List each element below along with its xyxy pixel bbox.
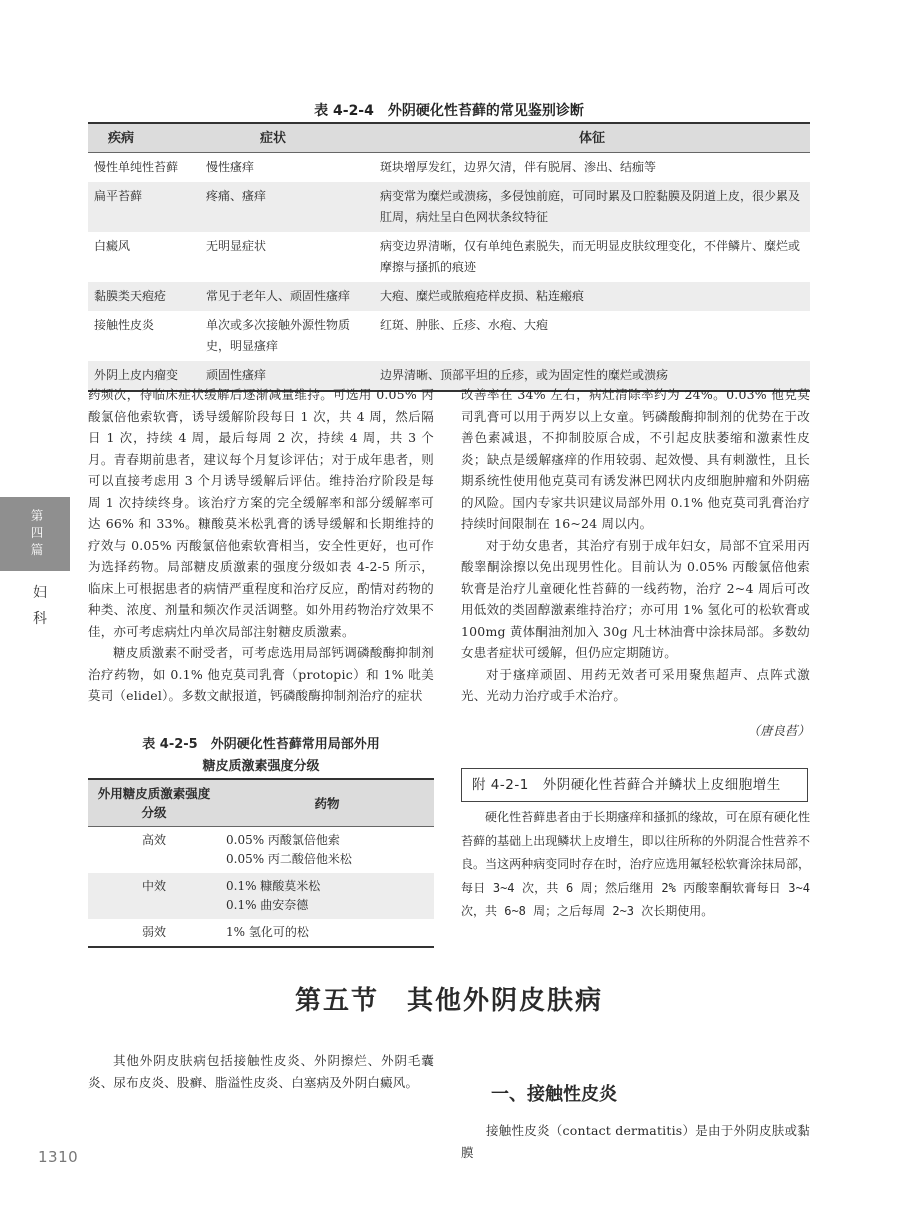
subsection-heading: 一、接触性皮炎 [491,1084,617,1105]
cell-disease: 接触性皮炎 [94,318,155,332]
paragraph: 糖皮质激素不耐受者，可考虑选用局部钙调磷酸酶抑制剂治疗药物，如 0.1% 他克莫司乳膏（protopic）和 1% 吡美莫司（elidel）。多数文献报道，钙磷酸酶抑制剂治疗的症状 [88,645,434,703]
drug-item: 0.1% 糠酸莫米松 [226,879,321,893]
cell-symptom: 单次或多次接触外源性物质史，明显瘙痒 [206,318,351,353]
table-row [88,919,434,947]
steroid-strength-table [88,778,434,948]
cell-disease: 扁平苔藓 [94,189,143,203]
cell-sign: 红斑、肿胀、丘疹、水疱、大疱 [380,318,549,332]
cell-disease: 慢性单纯性苔藓 [94,160,179,174]
cell-disease: 黏膜类天疱疮 [94,289,167,303]
table-row [88,873,434,919]
cell-level: 弱效 [88,919,220,947]
page-number: 1310 [38,1148,79,1166]
table-row [88,232,810,282]
subsection-text [461,1120,810,1163]
cell-symptom: 常见于老年人、顽固性瘙痒 [206,289,351,303]
header-drug: 药物 [220,779,434,827]
paragraph: 硬化性苔藓患者由于长期瘙痒和搔抓的缘故，可在原有硬化性苔藓的基础上出现鳞状上皮增生，即以往所称的外阴混合性营养不良。当这两种病变同时存在时，治疗应选用氟轻松软膏涂抹局部，每日 3~4 次，共 6 周；然后继用 2% 丙酸睾酮软膏每日 3~4 次，共 6~8 周；之后每周 2~3 次长期使用。 [461,810,810,918]
subject-label: 妇科 [33,585,47,627]
cell-level: 中效 [141,879,166,893]
cell-level: 高效 [141,833,166,847]
paragraph: 其他外阴皮肤病包括接触性皮炎、外阴擦烂、外阴毛囊炎、尿布皮炎、股癣、脂溢性皮炎、白塞病及外阴白癜风。 [88,1053,434,1090]
table-row [88,153,810,183]
cell-sign: 病变常为糜烂或溃疡，多侵蚀前庭，可同时累及口腔黏膜及阴道上皮，很少累及肛周，病灶呈白色网状条纹特征 [380,189,801,224]
cell-sign: 大疱、糜烂或脓疱疮样皮损、粘连瘢痕 [380,289,585,303]
header-disease: 疾病 [88,123,200,153]
cell-drugs [220,827,434,874]
appendix-title-box: 附 4-2-1 外阴硬化性苔藓合并鳞状上皮细胞增生 [461,768,808,802]
paragraph: 药频次，待临床症状缓解后逐渐减量维持。可选用 0.05% 丙酸氯倍他索软膏，诱导缓解阶段每日 1 次，共 4 周，然后隔日 1 次，持续 4 周，最后每周 2 次，持续 4 周，共 3 个月。青春期前患者，建议每个月复诊评估；对于成年患者，则可以直接考虑用 3 个月诱导缓解后评估。维持治疗阶段是每周 1 次持续终身。该治疗方案的完全缓解率和部分缓解率可达 66% 和 33%。糠酸莫米松乳膏的诱导缓解和长期维持的疗效与 0.05% 丙酸氯倍他索软膏相当，安全性更好，也可作为选择药物。局部糖皮质激素的强度分级如表 4-2-5 所示，临床上可根据患者的病情严重程度和治疗反应，酌情对药物的种类、浓度、剂量和频次作灵活调整。如外用药物治疗效果不佳，亦可考虑病灶内单次局部注射糖皮质激素。 [88,387,434,639]
section-intro [88,1050,434,1093]
cell-drugs [220,873,434,919]
cell-sign: 斑块增厚发红，边界欠清，伴有脱屑、渗出、结痂等 [380,160,657,174]
author-credit: （唐良萏） [747,723,810,738]
drug-item: 1% 氢化可的松 [226,925,309,939]
table-row [88,182,810,232]
paragraph: 对于幼女患者，其治疗有别于成年妇女，局部不宜采用丙酸睾酮涂擦以免出现男性化。目前认为 0.05% 丙酸氯倍他索软膏是治疗儿童硬化性苔藓的一线药物，治疗 2~4 周后可改用低效的类固醇激素维持治疗；亦可用 1% 氢化可的松软膏或 100mg 黄体酮油剂加入 30g 凡士林油膏中涂抹局部。多数幼女患者症状可缓解，但仍应定期随访。 [461,537,810,660]
drug-item: 0.05% 丙酸氯倍他索 [226,833,340,847]
header-symptom: 症状 [200,123,374,153]
table-header-row [88,779,434,827]
right-column-text [461,384,810,707]
left-column-text [88,384,434,707]
header-sign: 体征 [374,123,810,153]
cell-sign: 边界清晰、顶部平坦的丘疹，或为固定性的糜烂或溃疡 [374,361,810,391]
part-tab [0,497,70,571]
cell-disease: 白癜风 [94,239,131,253]
paragraph: 接触性皮炎（contact dermatitis）是由于外阴皮肤或黏膜 [461,1123,810,1160]
cell-symptom: 无明显症状 [206,239,267,253]
section-heading: 第五节 其他外阴皮肤病 [294,986,603,1016]
cell-symptom: 疼痛、瘙痒 [206,189,267,203]
cell-symptom: 顽固性瘙痒 [200,361,374,391]
differential-diagnosis-table [88,122,810,392]
part-label: 第四篇 [30,508,44,557]
table-4-2-4-caption: 表 4-2-4 外阴硬化性苔藓的常见鉴别诊断 [314,103,584,119]
table-header-row [88,123,810,153]
table-4-2-5-caption [88,734,434,778]
drug-item: 0.1% 曲安奈德 [226,898,309,912]
appendix-text [461,806,810,924]
cell-sign: 病变边界清晰，仅有单纯色素脱失，而无明显皮肤纹理变化，不伴鳞片、糜烂或摩擦与搔抓的痕迹 [380,239,801,274]
table-row [88,311,810,361]
caption-line-1: 表 4-2-5 外阴硬化性苔藓常用局部外用 [142,737,380,752]
cell-disease: 外阴上皮内瘤变 [88,361,200,391]
table-row [88,282,810,311]
paragraph: 对于瘙痒顽固、用药无效者可采用聚焦超声、点阵式激光、光动力治疗或手术治疗。 [461,666,810,703]
drug-item: 0.05% 丙二酸倍他米松 [226,852,352,866]
caption-line-2: 糖皮质激素强度分级 [202,759,320,774]
header-strength-level: 外用糖皮质激素强度分级 [88,779,220,827]
table-row [88,827,434,874]
paragraph: 改善率在 34% 左右，病灶清除率约为 24%。0.03% 他克莫司乳膏可以用于两岁以上女童。钙磷酸酶抑制剂的优势在于改善色素减退，不抑制胶原合成，不引起皮肤萎缩和激素性皮炎；缺点是缓解瘙痒的作用较弱、起效慢、具有刺激性，且长期系统性使用他克莫司有诱发淋巴网状内皮细胞肿瘤和外阴癌的风险。国内专家共识建议局部外用 0.1% 他克莫司乳膏治疗持续时间限制在 16~24 周以内。 [461,387,810,531]
cell-drugs [220,919,434,947]
cell-symptom: 慢性瘙痒 [206,160,255,174]
